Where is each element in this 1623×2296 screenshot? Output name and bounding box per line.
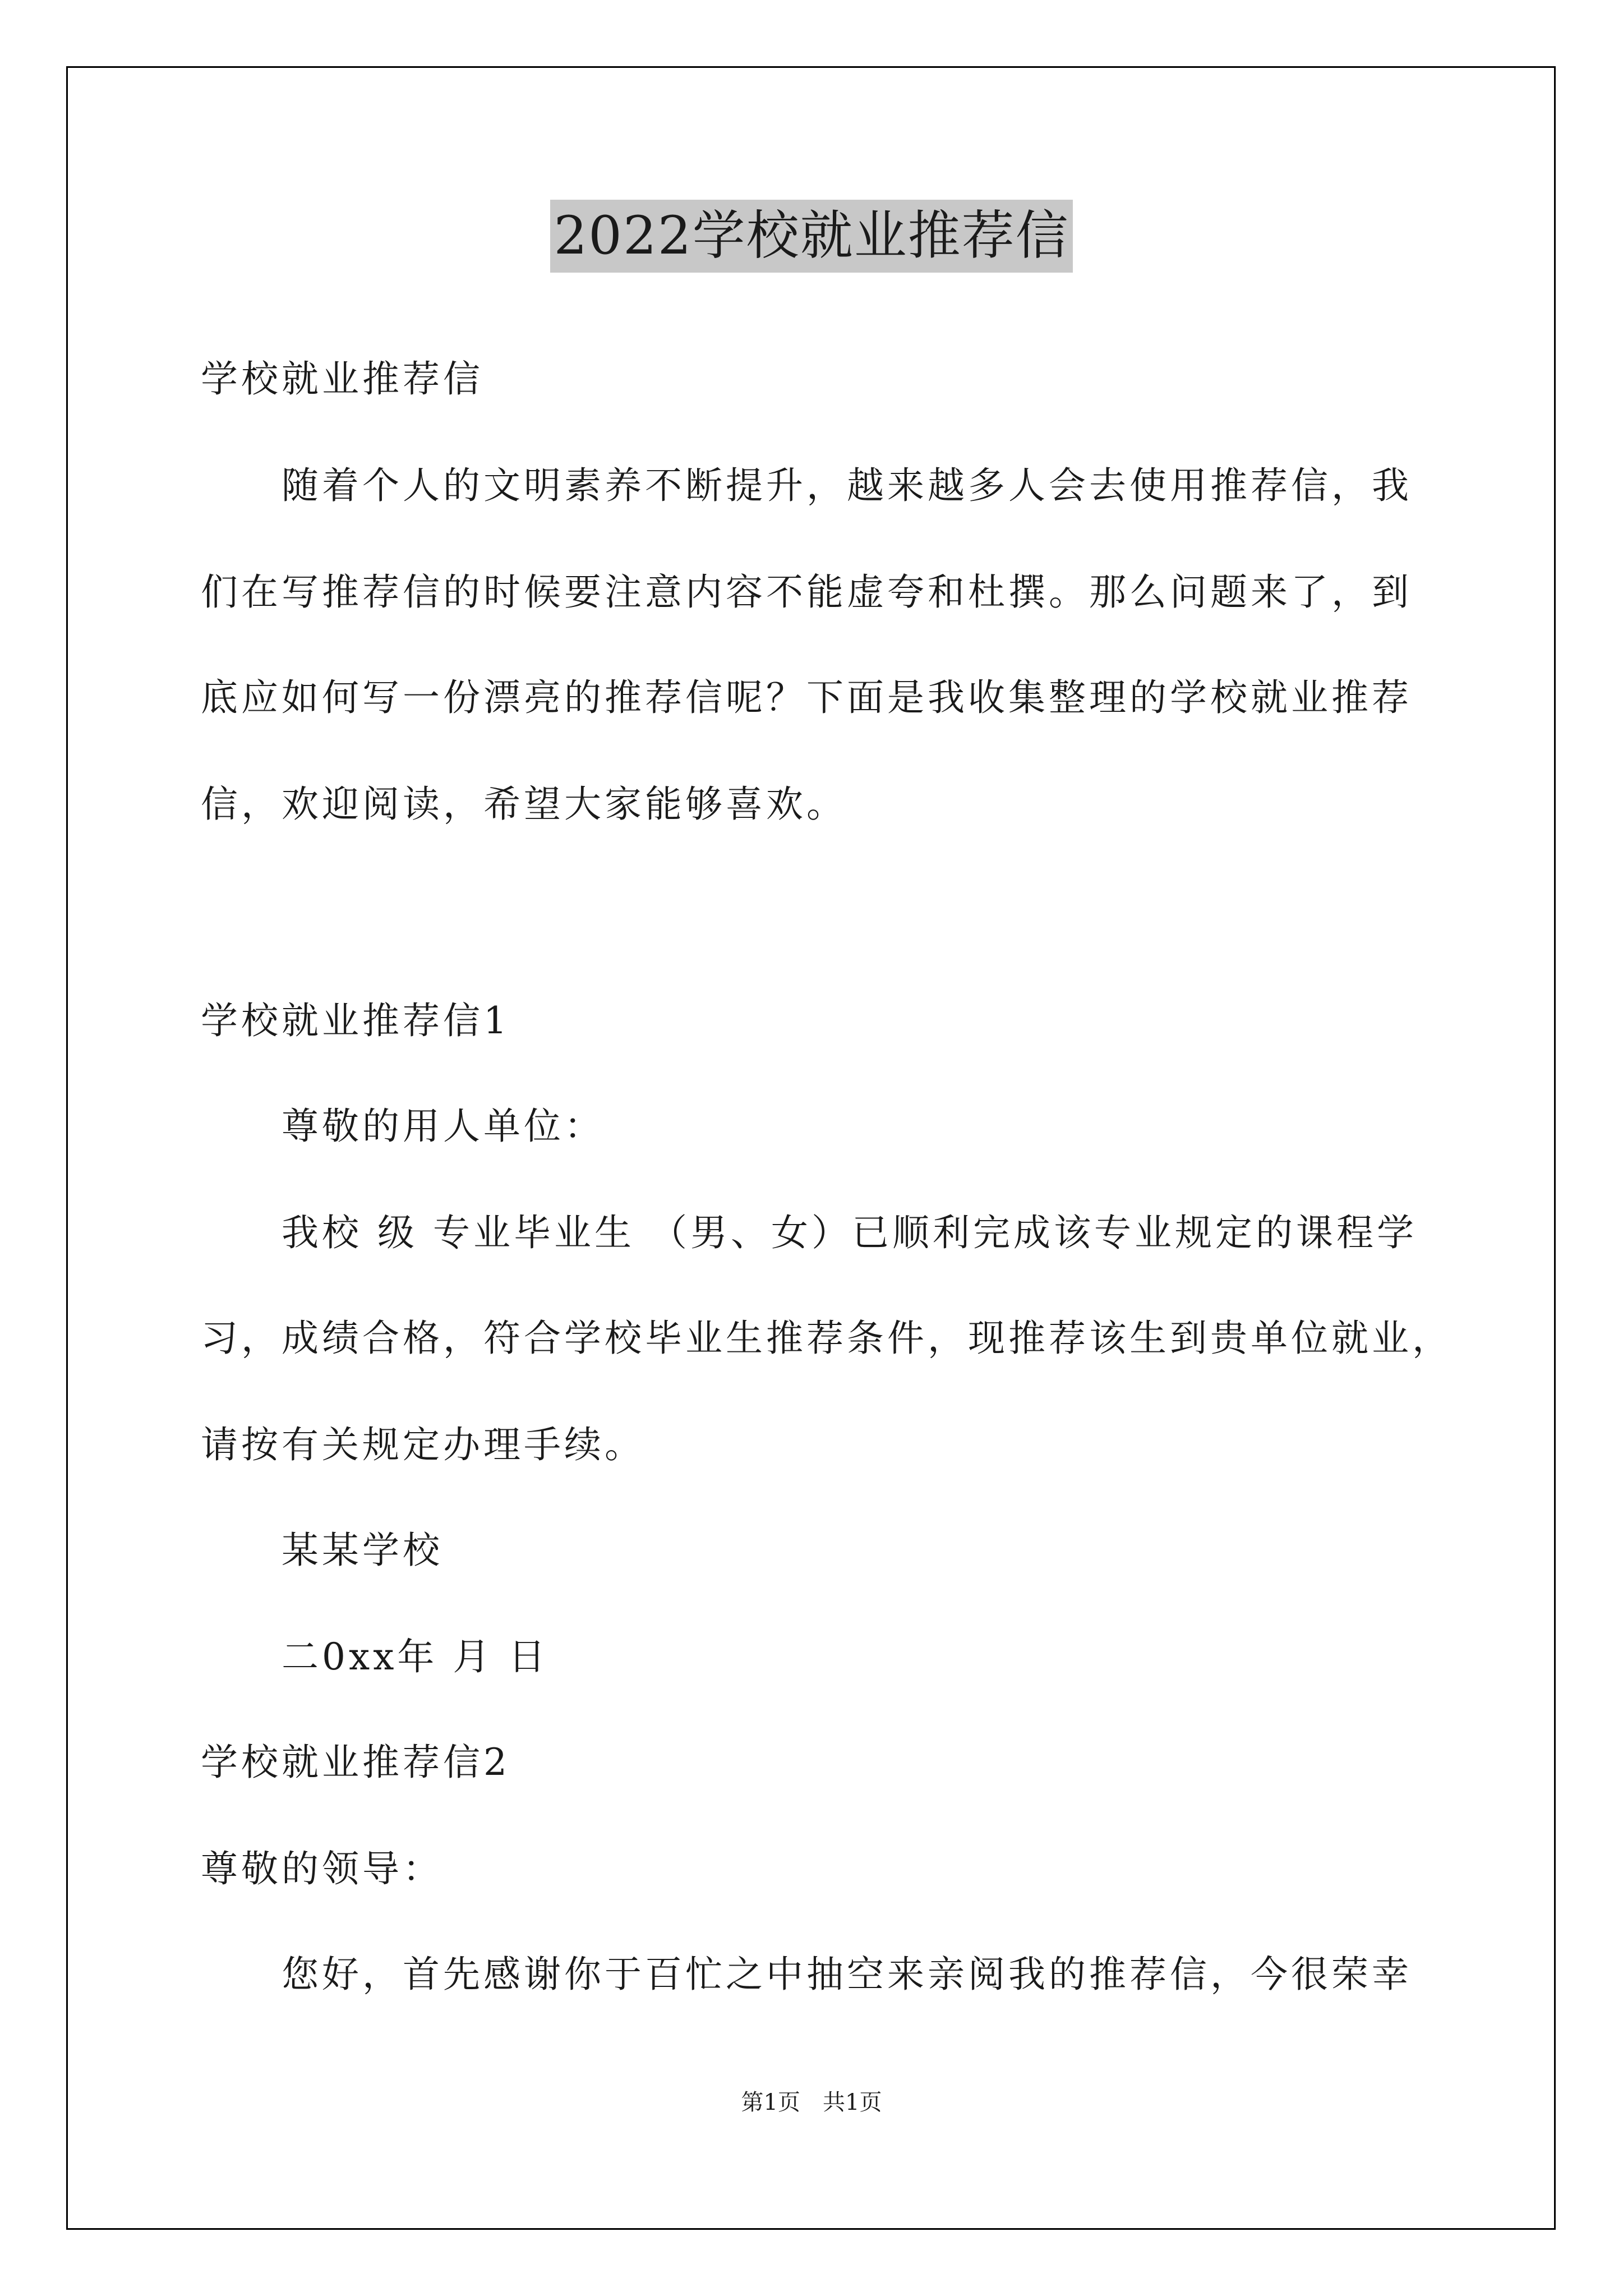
signature-date: 二0xx年 月 日	[282, 1635, 549, 1678]
paragraph-line: 随着个人的文明素养不断提升，越来越多人会去使用推荐信，我	[282, 464, 1412, 507]
paragraph-line: 习，成绩合格，符合学校毕业生推荐条件，现推荐该生到贵单位就业，	[201, 1317, 1453, 1360]
paragraph-line: 们在写推荐信的时候要注意内容不能虚夸和杜撰。那么问题来了，到	[201, 570, 1412, 614]
section-heading-intro: 学校就业推荐信	[201, 357, 483, 401]
page-number: 第1页	[741, 2090, 800, 2115]
paragraph-line: 信，欢迎阅读，希望大家能够喜欢。	[201, 783, 847, 826]
document-title: 2022学校就业推荐信	[550, 200, 1072, 273]
paragraph-line: 底应如何写一份漂亮的推荐信呢？下面是我收集整理的学校就业推荐	[201, 676, 1412, 719]
page-total: 共1页	[823, 2090, 882, 2115]
paragraph-line: 我校 级 专业毕业生 （男、女）已顺利完成该专业规定的课程学	[282, 1211, 1417, 1254]
section-heading-1: 学校就业推荐信1	[201, 999, 510, 1042]
signature-school: 某某学校	[282, 1529, 443, 1572]
salutation: 尊敬的领导：	[201, 1847, 443, 1890]
salutation: 尊敬的用人单位：	[282, 1105, 605, 1148]
paragraph-line: 请按有关规定办理手续。	[201, 1423, 645, 1466]
paragraph-line: 您好，首先感谢你于百忙之中抽空来亲阅我的推荐信，今很荣幸	[282, 1953, 1412, 1996]
title-container	[0, 200, 1623, 273]
section-heading-2: 学校就业推荐信2	[201, 1741, 510, 1784]
page-footer	[0, 2087, 1623, 2118]
